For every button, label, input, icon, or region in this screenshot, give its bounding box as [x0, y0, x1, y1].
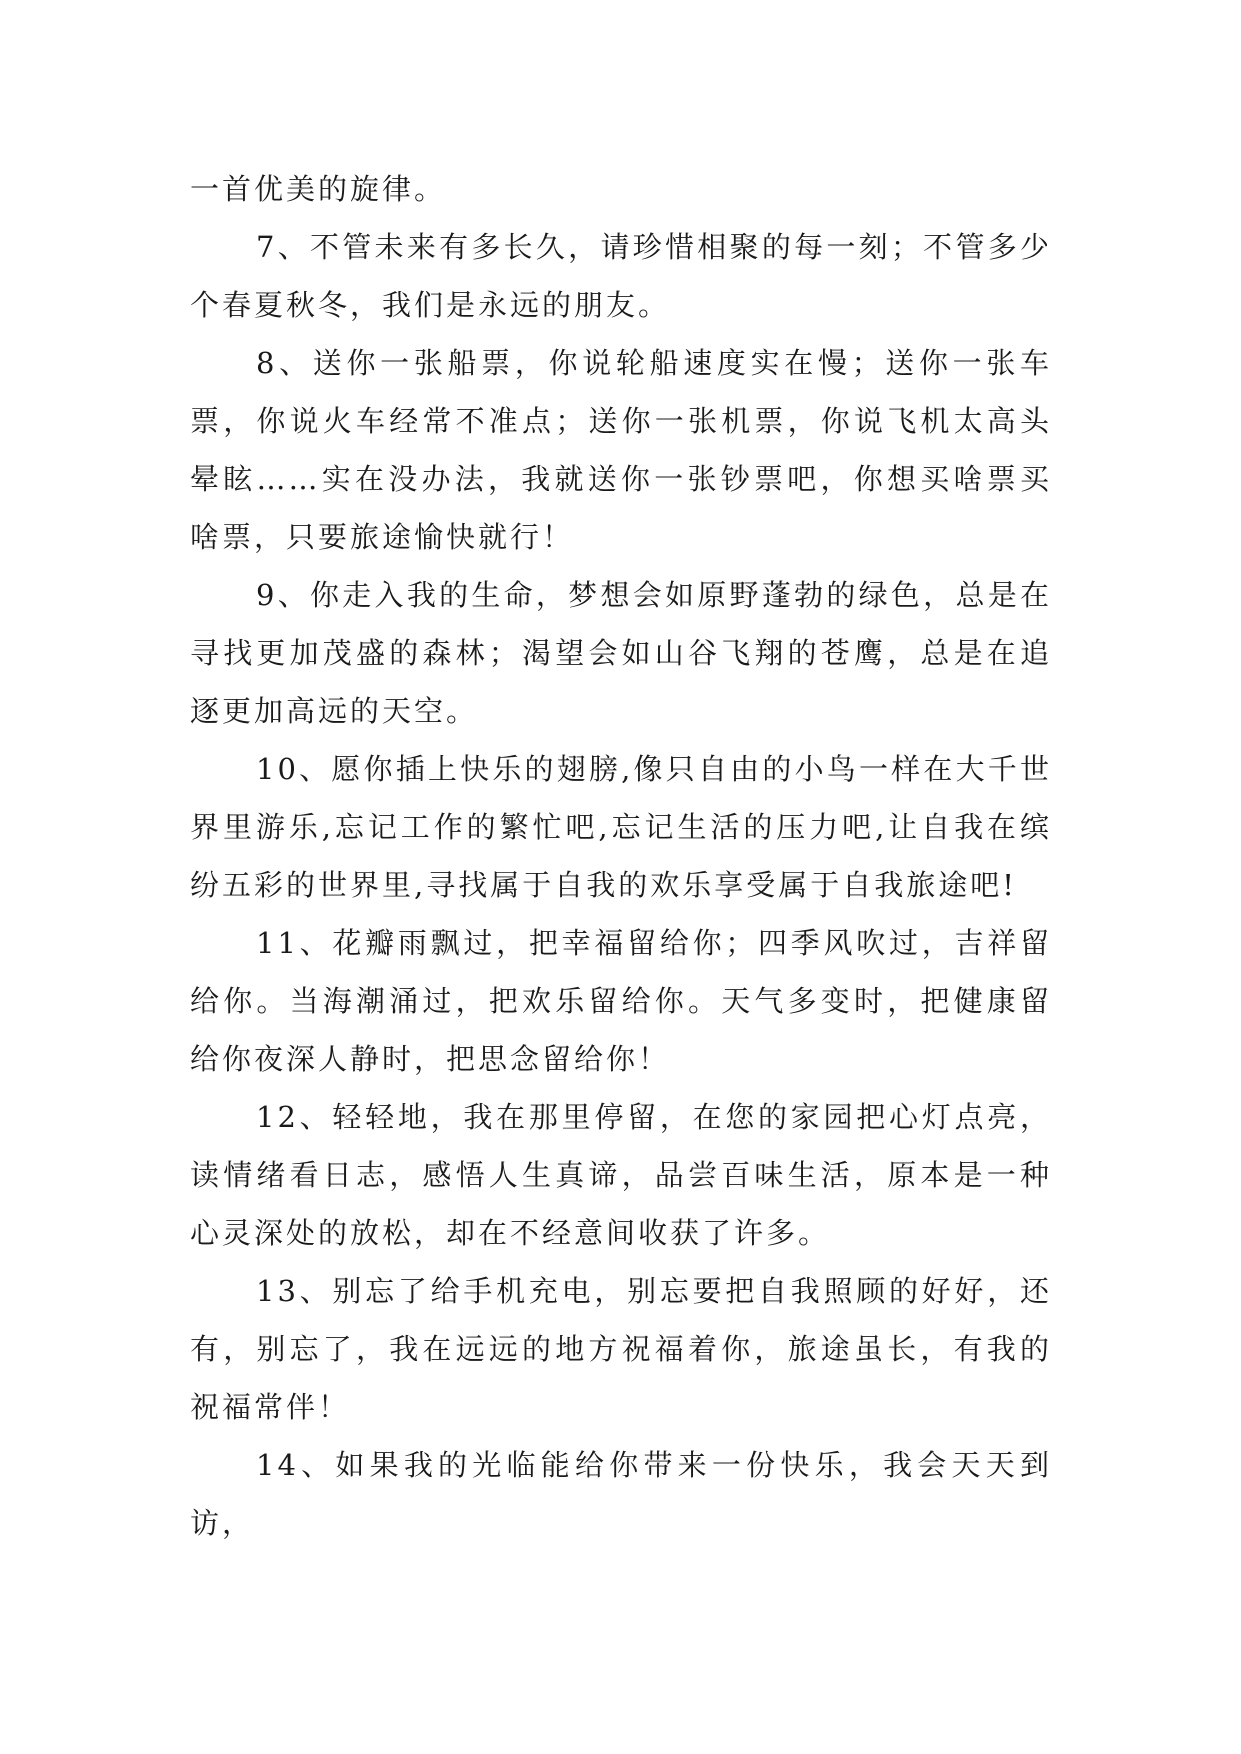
paragraph-item-13: 13、别忘了给手机充电，别忘要把自我照顾的好好，还有，别忘了，我在远远的地方祝福着你，旅途虽长，有我的祝福常伴！ [190, 1274, 1052, 1424]
paragraph-item-10: 10、愿你插上快乐的翅膀,像只自由的小鸟一样在大千世界里游乐,忘记工作的繁忙吧,忘记生活的压力吧,让自我在缤纷五彩的世界里,寻找属于自我的欢乐享受属于自我旅途吧! [190, 752, 1052, 902]
paragraph-item-12: 12、轻轻地，我在那里停留，在您的家园把心灯点亮，读情绪看日志，感悟人生真谛，品尝百味生活，原本是一种心灵深处的放松，却在不经意间收获了许多。 [190, 1100, 1052, 1250]
paragraph-item-9: 9、你走入我的生命，梦想会如原野蓬勃的绿色，总是在寻找更加茂盛的森林；渴望会如山谷飞翔的苍鹰，总是在追逐更加高远的天空。 [190, 578, 1052, 728]
document-body [190, 160, 1052, 1552]
paragraph-item-14: 14、如果我的光临能给你带来一份快乐，我会天天到访， [190, 1448, 1052, 1540]
paragraph-continuation: 一首优美的旋律。 [190, 172, 447, 206]
paragraph-item-8: 8、送你一张船票，你说轮船速度实在慢；送你一张车票，你说火车经常不准点；送你一张机票，你说飞机太高头晕眩……实在没办法，我就送你一张钞票吧，你想买啥票买啥票，只要旅途愉快就行！ [190, 346, 1052, 554]
paragraph-item-7: 7、不管未来有多长久，请珍惜相聚的每一刻；不管多少个春夏秋冬，我们是永远的朋友。 [190, 230, 1052, 322]
paragraph-item-11: 11、花瓣雨飘过，把幸福留给你；四季风吹过，吉祥留给你。当海潮涌过，把欢乐留给你。天气多变时，把健康留给你夜深人静时，把思念留给你！ [190, 926, 1052, 1076]
